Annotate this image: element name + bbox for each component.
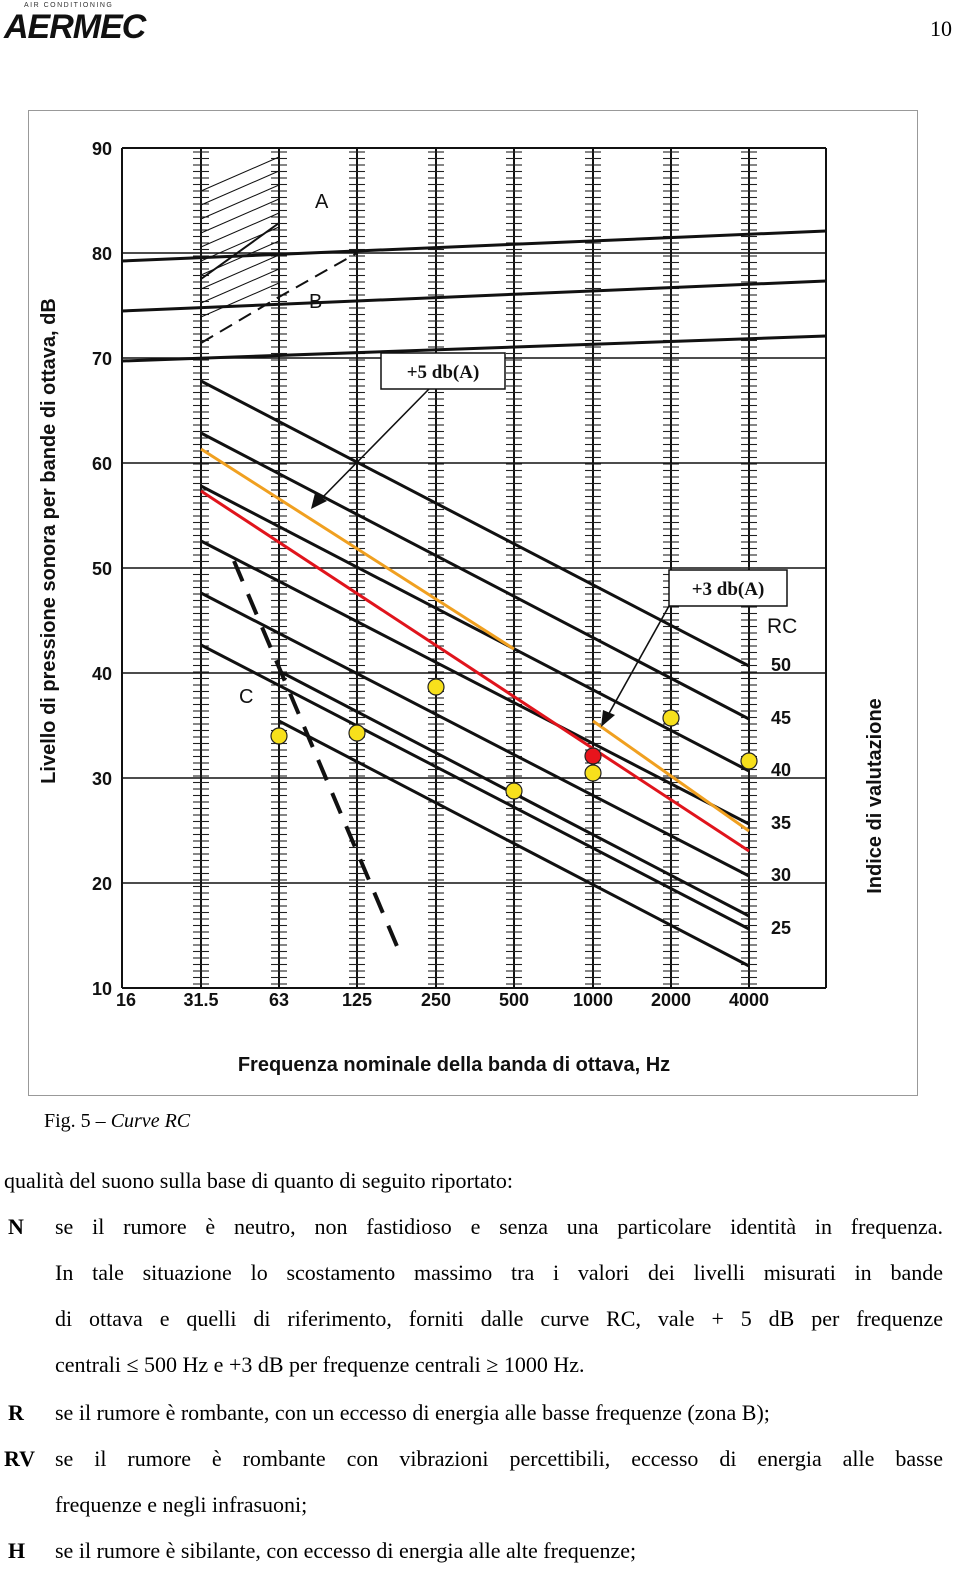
x-tick-label: 1000 [572, 990, 614, 1010]
zone-hatch [201, 185, 279, 219]
rc-index-label: 25 [771, 918, 792, 938]
measured-point [428, 679, 444, 695]
rc-curves-figure [28, 110, 918, 1096]
rc-label: RC [767, 615, 798, 638]
rc-index-label: 35 [771, 813, 792, 833]
measured-point [741, 753, 757, 769]
rc-index-label: 40 [771, 760, 792, 780]
y-tick-label: 90 [91, 139, 112, 159]
zone-c-dashed-line [234, 561, 399, 951]
rc-curves-diagram [29, 111, 918, 1096]
zone-hatch [201, 269, 279, 303]
y-tick-label: 20 [91, 874, 112, 894]
item-key: RV [4, 1446, 36, 1471]
item-line: di ottava e quelli di riferimento, forniti dalle curve RC, vale + 5 dB per frequenze [55, 1306, 943, 1331]
y-tick-label: 60 [91, 454, 112, 474]
item-key: H [8, 1538, 26, 1563]
item-key: N [8, 1214, 24, 1239]
callout-arrow [607, 606, 669, 717]
y-tick-label: 40 [91, 664, 112, 684]
measured-point [585, 765, 601, 781]
red-line [201, 491, 749, 851]
zone-label-a: A [315, 191, 329, 213]
callout-text: +3 db(A) [691, 579, 765, 600]
zone-label-b: B [309, 291, 323, 313]
rc-index-label: 30 [771, 865, 792, 885]
aermec-logo [4, 2, 146, 48]
measured-point [506, 783, 522, 799]
x-tick-label: 500 [498, 990, 530, 1010]
y-tick-label: 10 [91, 979, 112, 999]
zone-hatch [201, 199, 279, 233]
rc-curve [201, 541, 749, 824]
zone-a-border [201, 173, 279, 279]
item-line: se il rumore è neutro, non fastidioso e senza una particolare identità in frequenza. [55, 1214, 943, 1239]
y-tick-label: 70 [91, 349, 112, 369]
zone-hatch [201, 213, 279, 247]
zone-label-c: C [239, 686, 254, 708]
item-line: centrali ≤ 500 Hz e +3 dB per frequenze centrali ≥ 1000 Hz. [55, 1352, 585, 1377]
caption-title: Curve RC [110, 1110, 191, 1132]
item-line: se il rumore è rombante con vibrazioni percettibili, eccesso di energia alle basse [55, 1446, 943, 1471]
x-tick-label: 16 [115, 990, 137, 1010]
x-tick-label: 4000 [728, 990, 770, 1010]
x-axis-label: Frequenza nominale della banda di ottava, Hz [237, 1054, 671, 1076]
zone-hatch [201, 171, 279, 205]
item-line: frequenze e negli infrasuoni; [55, 1492, 308, 1517]
zone-hatch [201, 283, 279, 317]
logo-tagline: AIR CONDITIONING [24, 2, 114, 9]
measured-point [349, 725, 365, 741]
callout-text: +5 db(A) [406, 362, 480, 383]
measured-point [271, 728, 287, 744]
zone-hatch [201, 255, 279, 289]
item-line: se il rumore è rombante, con un eccesso di energia alle basse frequenze (zona B); [55, 1400, 770, 1425]
rc-index-label: 50 [771, 655, 792, 675]
x-tick-label: 63 [268, 990, 290, 1010]
measured-point-red [585, 748, 601, 764]
page-number: 10 [930, 16, 952, 41]
right-axis-label: Indice di valutazione [864, 698, 886, 894]
x-tick-label: 125 [341, 990, 373, 1010]
logo-name: AERMEC [4, 8, 146, 46]
item-key: R [8, 1400, 24, 1425]
figure-caption [44, 1110, 190, 1133]
item-line: In tale situazione lo scostamento massimo tra i valori dei livelli misurati in bande [55, 1260, 943, 1285]
arrow-head [601, 710, 615, 727]
y-tick-label: 30 [91, 769, 112, 789]
measured-point [663, 710, 679, 726]
rc-curve [122, 281, 826, 311]
x-tick-label: 31.5 [183, 990, 219, 1010]
x-tick-label: 2000 [650, 990, 692, 1010]
intro-text: qualità del suono sulla base di quanto di seguito riportato: [4, 1168, 513, 1193]
y-axis-label: Livello di pressione sonora per bande di ottava, dB [38, 298, 60, 784]
callout-arrow [319, 389, 429, 501]
item-line: se il rumore è sibilante, con eccesso di energia alle alte frequenze; [55, 1538, 637, 1563]
x-tick-label: 250 [420, 990, 452, 1010]
y-tick-label: 80 [91, 244, 112, 264]
y-tick-label: 50 [91, 559, 112, 579]
rc-index-label: 45 [771, 708, 792, 728]
caption-prefix: Fig. 5 – [44, 1110, 111, 1132]
zone-hatch [201, 157, 279, 191]
